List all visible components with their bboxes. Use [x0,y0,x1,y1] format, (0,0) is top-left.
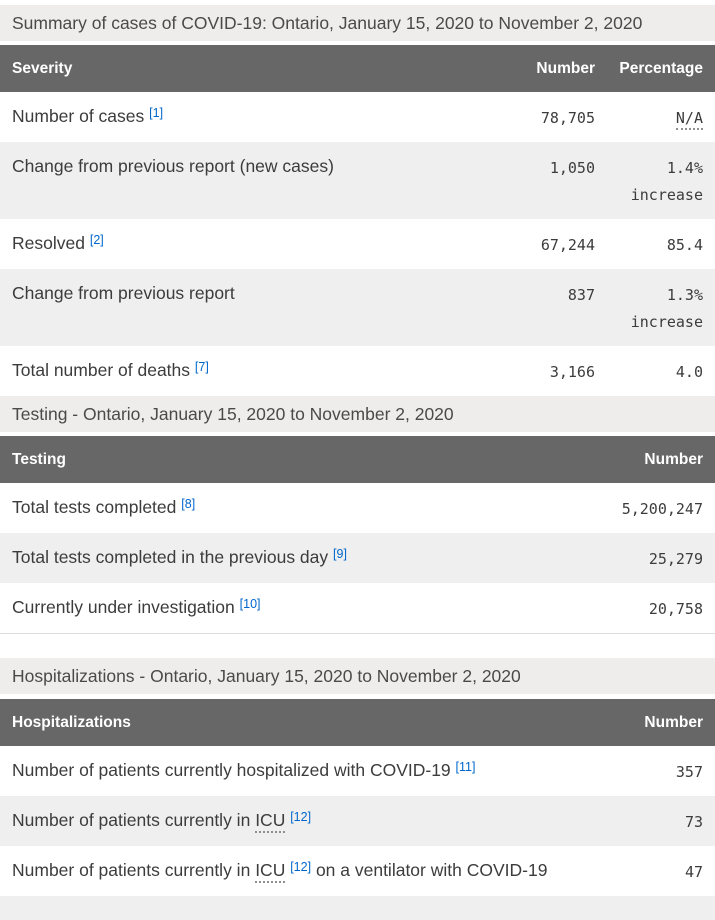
row-label: Total number of deaths [12,360,191,380]
row-label: Total tests completed [12,497,177,517]
row-number: 25,279 [648,550,703,568]
row-label: Resolved [12,233,85,253]
row-number: 837 [567,286,595,304]
summary-col-number: Number [485,45,595,92]
footnote-link-8[interactable]: [8] [181,497,196,511]
row-label: Total tests completed in the previous day [12,547,329,567]
row-label: Number of patients currently hospitalized with COVID-19 [12,760,451,780]
table-row [0,346,715,396]
footnote-link-10[interactable]: [10] [239,597,261,611]
table-row [0,846,715,896]
hospitalizations-col-hospitalizations: Hospitalizations [0,699,585,746]
row-percentage-qualifier: increase [630,186,703,204]
summary-section-heading: Summary of cases of COVID-19: Ontario, January 15, 2020 to November 2, 2020 [0,5,715,41]
summary-header-row [0,45,715,92]
table-row [0,269,715,346]
row-number: 1,050 [549,159,595,177]
testing-section-heading: Testing - Ontario, January 15, 2020 to November 2, 2020 [0,396,715,432]
footnote-link-12[interactable]: [12] [290,860,312,874]
row-number: 67,244 [540,236,595,254]
footnote-link-2[interactable]: [2] [89,233,104,247]
row-label-suffix: on a ventilator with COVID-19 [315,860,548,880]
table-row [0,483,715,533]
row-percentage: 1.4% [666,159,703,177]
table-row [0,583,715,634]
row-number: 357 [675,763,703,781]
row-percentage-qualifier: increase [630,313,703,331]
row-percentage: 85.4 [666,236,703,254]
row-number: 20,758 [585,583,715,634]
table-row [0,142,715,219]
row-label: Number of cases [12,106,145,126]
hospitalizations-table [0,699,715,896]
summary-table [0,45,715,396]
row-number: 78,705 [540,109,595,127]
icu-abbreviation: ICU [255,860,285,883]
table-row [0,746,715,796]
hospitalizations-header-row [0,699,715,746]
row-label: Number of patients currently in [12,810,251,830]
row-number: 47 [684,863,703,881]
footnote-link-7[interactable]: [7] [194,360,209,374]
row-number: 3,166 [549,363,595,381]
row-label: Currently under investigation [12,597,235,617]
row-number: 5,200,247 [621,500,703,518]
footnote-link-9[interactable]: [9] [333,547,347,561]
table-row [0,796,715,846]
footnote-link-11[interactable]: [11] [455,760,476,774]
summary-col-severity: Severity [0,45,485,92]
footnote-link-1[interactable]: [1] [149,106,164,120]
row-number: 73 [684,813,703,831]
footnote-link-12[interactable]: [12] [290,810,312,824]
testing-col-testing: Testing [0,436,585,483]
row-percentage: 1.3% [666,286,703,304]
hospitalizations-section-heading: Hospitalizations - Ontario, January 15, 2020 to November 2, 2020 [0,658,715,694]
table-row [0,219,715,269]
testing-table [0,436,715,634]
row-percentage: 4.0 [675,363,703,381]
next-row-partial [0,896,715,920]
testing-header-row [0,436,715,483]
table-row [0,92,715,142]
row-label: Change from previous report [12,283,235,303]
row-label: Change from previous report (new cases) [12,156,334,176]
testing-col-number: Number [585,436,715,483]
summary-col-percentage: Percentage [595,45,715,92]
table-row [0,533,715,583]
row-label: Number of patients currently in [12,860,251,880]
icu-abbreviation: ICU [255,810,285,833]
na-abbreviation: N/A [676,109,703,130]
hospitalizations-col-number: Number [585,699,715,746]
